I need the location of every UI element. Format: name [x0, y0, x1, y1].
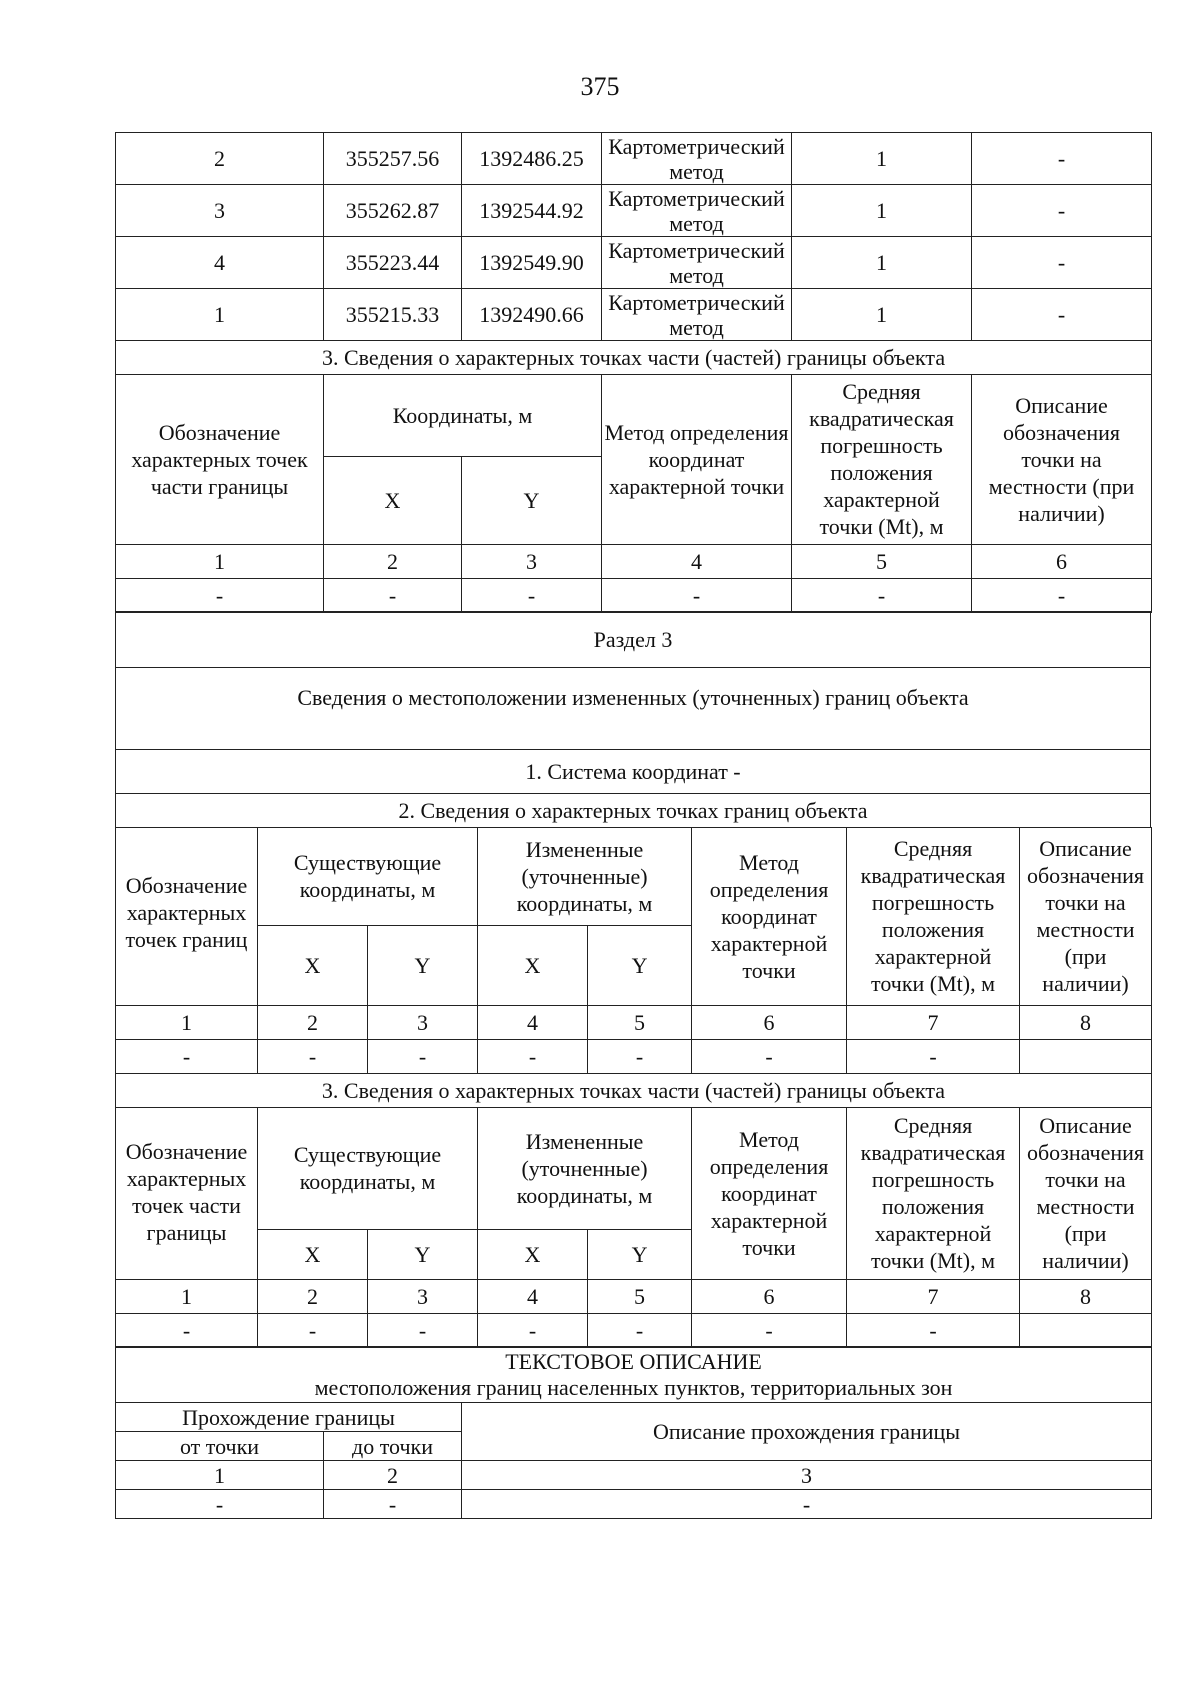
empty-data-row [116, 1039, 1152, 1073]
c2-col-mean-error: Средняя квадратическая погрешность положения характерной точки (Mt), м [847, 1107, 1020, 1279]
empty-data-cell: - [116, 1039, 258, 1073]
c2-col-y-existing: Y [368, 1229, 478, 1279]
section3-title: Раздел 3 [116, 612, 1151, 668]
column-number-cell: 7 [847, 1279, 1020, 1313]
point-description: - [972, 237, 1152, 289]
column-number-cell: 5 [588, 1279, 692, 1313]
column-number-cell: 3 [368, 1279, 478, 1313]
point-x: 355257.56 [324, 133, 462, 185]
point-number: 3 [116, 185, 324, 237]
col-mean-error: Средняя квадратическая погрешность положения характерной точки (Mt), м [792, 374, 972, 544]
point-row [116, 237, 1152, 289]
c1-col-method: Метод определения координат характерной точки [692, 827, 847, 1005]
point-y: 1392544.92 [462, 185, 602, 237]
point-row [116, 289, 1152, 341]
points-table [115, 132, 1152, 341]
point-y: 1392490.66 [462, 289, 602, 341]
column-number-cell: 5 [792, 544, 972, 578]
points-heading: 2. Сведения о характерных точках границ объекта [116, 794, 1151, 828]
col-passage-description: Описание прохождения границы [462, 1403, 1152, 1461]
empty-data-cell [1020, 1313, 1152, 1347]
point-row [116, 185, 1152, 237]
changed-points-table [115, 827, 1152, 1348]
c2-col-x-existing: X [258, 1229, 368, 1279]
c2-col-x-changed: X [478, 1229, 588, 1279]
empty-data-cell: - [116, 578, 324, 612]
column-number-cell: 4 [478, 1005, 588, 1039]
column-number-row [116, 1279, 1152, 1313]
column-number-cell: 3 [462, 544, 602, 578]
column-number-row [116, 1005, 1152, 1039]
column-number-cell: 5 [588, 1005, 692, 1039]
empty-data-cell: - [588, 1313, 692, 1347]
c1-col-y-changed: Y [588, 925, 692, 1005]
column-number-cell: 2 [258, 1279, 368, 1313]
document-sheet [115, 132, 1151, 1519]
point-mean-error: 1 [792, 133, 972, 185]
empty-data-cell: - [602, 578, 792, 612]
part-points-table [115, 340, 1152, 613]
point-x: 355262.87 [324, 185, 462, 237]
c1-col-y-existing: Y [368, 925, 478, 1005]
point-row [116, 133, 1152, 185]
empty-data-cell: - [116, 1313, 258, 1347]
empty-data-cell: - [462, 1490, 1152, 1519]
point-x: 355223.44 [324, 237, 462, 289]
point-mean-error: 1 [792, 185, 972, 237]
c2-heading: 3. Сведения о характерных точках части (частей) границы объекта [116, 1073, 1152, 1107]
column-number-cell: 6 [972, 544, 1152, 578]
col-to-point: до точки [324, 1432, 462, 1461]
point-number: 4 [116, 237, 324, 289]
column-number-cell: 8 [1020, 1005, 1152, 1039]
point-description: - [972, 185, 1152, 237]
point-x: 355215.33 [324, 289, 462, 341]
empty-data-cell: - [478, 1039, 588, 1073]
col-from-point: от точки [116, 1432, 324, 1461]
empty-data-cell: - [972, 578, 1152, 612]
empty-data-cell: - [258, 1313, 368, 1347]
column-number-cell: 8 [1020, 1279, 1152, 1313]
c1-col-existing: Существующие координаты, м [258, 827, 478, 925]
c1-col-x-existing: X [258, 925, 368, 1005]
page-number: 375 [580, 72, 620, 101]
empty-data-cell: - [324, 1490, 462, 1519]
c1-col-x-changed: X [478, 925, 588, 1005]
part-points-heading: 3. Сведения о характерных точках части (частей) границы объекта [116, 340, 1152, 374]
c2-col-existing: Существующие координаты, м [258, 1107, 478, 1229]
col-description: Описание обозначения точки на местности (при наличии) [972, 374, 1152, 544]
col-y: Y [462, 456, 602, 544]
empty-data-cell: - [847, 1039, 1020, 1073]
empty-data-row [116, 1313, 1152, 1347]
column-number-cell: 3 [462, 1461, 1152, 1490]
empty-data-cell: - [258, 1039, 368, 1073]
col-method: Метод определения координат характерной точки [602, 374, 792, 544]
c2-col-changed: Измененные (уточненные) координаты, м [478, 1107, 692, 1229]
column-number-cell: 6 [692, 1005, 847, 1039]
column-number-cell: 4 [602, 544, 792, 578]
point-method: Картометрический метод [602, 289, 792, 341]
point-mean-error: 1 [792, 289, 972, 341]
point-method: Картометрический метод [602, 185, 792, 237]
empty-data-row [116, 1490, 1152, 1519]
c2-col-point: Обозначение характерных точек части границы [116, 1107, 258, 1279]
empty-data-cell: - [847, 1313, 1020, 1347]
column-number-cell: 1 [116, 1279, 258, 1313]
c2-col-method: Метод определения координат характерной точки [692, 1107, 847, 1279]
c1-col-description: Описание обозначения точки на местности (при наличии) [1020, 827, 1152, 1005]
c1-col-point: Обозначение характерных точек границ [116, 827, 258, 1005]
col-passage: Прохождение границы [116, 1403, 462, 1432]
section3-subtitle: Сведения о местоположении измененных (уточненных) границ объекта [116, 668, 1151, 750]
point-method: Картометрический метод [602, 237, 792, 289]
column-number-cell: 2 [258, 1005, 368, 1039]
c1-col-mean-error: Средняя квадратическая погрешность положения характерной точки (Mt), м [847, 827, 1020, 1005]
coordinate-system: 1. Система координат - [116, 750, 1151, 794]
point-number: 2 [116, 133, 324, 185]
column-number-cell: 2 [324, 1461, 462, 1490]
point-y: 1392486.25 [462, 133, 602, 185]
empty-data-cell: - [792, 578, 972, 612]
column-number-cell: 1 [116, 1005, 258, 1039]
empty-data-cell: - [478, 1313, 588, 1347]
empty-data-cell: - [588, 1039, 692, 1073]
col-coordinates: Координаты, м [324, 374, 602, 456]
point-description: - [972, 133, 1152, 185]
column-number-row [116, 544, 1152, 578]
point-y: 1392549.90 [462, 237, 602, 289]
empty-data-cell: - [116, 1490, 324, 1519]
column-number-row [116, 1461, 1152, 1490]
column-number-cell: 1 [116, 544, 324, 578]
col-x: X [324, 456, 462, 544]
text-description-table [115, 1346, 1152, 1519]
empty-data-cell: - [368, 1313, 478, 1347]
section3-header [115, 611, 1151, 828]
column-number-cell: 2 [324, 544, 462, 578]
empty-data-cell: - [692, 1313, 847, 1347]
c2-col-y-changed: Y [588, 1229, 692, 1279]
text-description-title: ТЕКСТОВОЕ ОПИСАНИЕ [505, 1348, 762, 1374]
empty-data-cell: - [462, 578, 602, 612]
col-point-designation: Обозначение характерных точек части границы [116, 374, 324, 544]
empty-data-row [116, 578, 1152, 612]
column-number-cell: 1 [116, 1461, 324, 1490]
point-description: - [972, 289, 1152, 341]
column-number-cell: 7 [847, 1005, 1020, 1039]
empty-data-cell [1020, 1039, 1152, 1073]
column-number-cell: 6 [692, 1279, 847, 1313]
point-method: Картометрический метод [602, 133, 792, 185]
c1-col-changed: Измененные (уточненные) координаты, м [478, 827, 692, 925]
text-description-subtitle: местоположения границ населенных пунктов, территориальных зон [314, 1374, 953, 1400]
point-number: 1 [116, 289, 324, 341]
c2-col-description: Описание обозначения точки на местности (при наличии) [1020, 1107, 1152, 1279]
point-mean-error: 1 [792, 237, 972, 289]
empty-data-cell: - [692, 1039, 847, 1073]
empty-data-cell: - [324, 578, 462, 612]
text-description-title-cell [116, 1347, 1152, 1403]
column-number-cell: 3 [368, 1005, 478, 1039]
empty-data-cell: - [368, 1039, 478, 1073]
column-number-cell: 4 [478, 1279, 588, 1313]
